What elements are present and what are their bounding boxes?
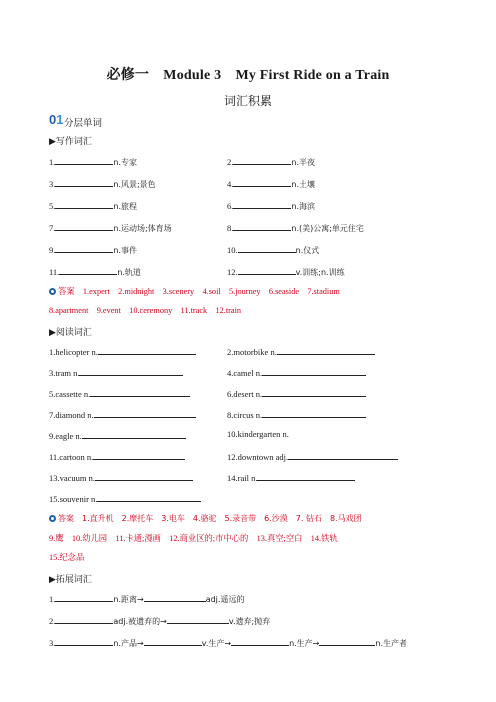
item-definition: n.生产→: [289, 639, 320, 648]
item-definition: n.半夜: [291, 158, 315, 167]
answer-blank[interactable]: [277, 345, 375, 355]
item-definition: n.仪式: [295, 246, 320, 255]
answer-blank[interactable]: [59, 265, 117, 275]
vocab-word: 3.tram n.: [49, 368, 80, 378]
answer-blank[interactable]: [262, 366, 366, 376]
reading-row-6-left: [49, 450, 185, 462]
item-definition: n.生产者: [375, 639, 408, 648]
reading-answer-line-3: 15.纪念品: [49, 553, 85, 562]
reading-row-5-right: [227, 429, 289, 439]
section-number-digit-1: 1: [56, 112, 64, 127]
vocab-word: 6.desert n.: [227, 389, 263, 399]
vocab-word: 10.kindergarten n.: [227, 429, 289, 439]
reading-row-1-left: [49, 345, 196, 357]
writing-row-6-right: [227, 265, 345, 278]
writing-row-3-left: [49, 199, 137, 212]
answer-text: 答案 1.expert 2.midnight 3.scenery 4.soil 5.journey 6.seaside 7.stadium: [58, 287, 340, 296]
writing-row-5-left: [49, 243, 137, 256]
section-number-digit-0: 0: [49, 112, 57, 127]
item-number: 1.: [49, 594, 56, 604]
vocab-word: 5.cassette n.: [49, 389, 91, 399]
reading-row-7-right: [227, 471, 355, 483]
answer-blank[interactable]: [90, 387, 190, 397]
writing-row-1-left: [49, 155, 137, 168]
answer-icon: [49, 515, 56, 522]
extension-line-1: [49, 592, 244, 605]
answer-blank[interactable]: [144, 636, 202, 646]
answer-blank[interactable]: [55, 243, 113, 253]
item-definition: n.距离→: [113, 595, 144, 604]
item-definition: n.海滨: [291, 202, 315, 211]
answer-blank[interactable]: [262, 408, 366, 418]
page-subtitle: 词汇积累: [223, 94, 272, 108]
answer-blank[interactable]: [55, 221, 113, 231]
answer-blank[interactable]: [55, 592, 113, 602]
page-title: 必修一 Module 3 My First Ride on a Train: [106, 68, 390, 83]
item-definition: n.旅程: [113, 202, 137, 211]
reading-row-6-right: [227, 450, 398, 462]
answer-blank[interactable]: [82, 429, 186, 439]
writing-row-2-left: [49, 177, 156, 190]
section-number: [49, 112, 63, 127]
answer-blank[interactable]: [233, 155, 291, 165]
item-number: 2.: [227, 157, 234, 167]
item-number: 10.: [227, 245, 238, 255]
reading-vocab-heading: ▶阅读词汇: [49, 328, 92, 338]
item-definition: v.训练;n.训练: [295, 268, 345, 277]
answer-blank[interactable]: [79, 366, 183, 376]
item-number: 4.: [227, 179, 234, 189]
item-number: 5.: [49, 201, 56, 211]
reading-row-5-left: [49, 429, 186, 441]
writing-row-6-left: [49, 265, 141, 278]
answer-blank[interactable]: [55, 155, 113, 165]
answer-text: 答案 1.直升机 2.摩托车 3.电车 4.骆驼 5.录音带 6.沙漠 7. 钻石 8.马戏团: [58, 514, 362, 523]
reading-row-8-left: [49, 492, 201, 504]
reading-row-4-left: [49, 408, 196, 420]
item-number: 3.: [49, 179, 56, 189]
reading-row-1-right: [227, 345, 375, 357]
item-number: 9.: [49, 245, 56, 255]
answer-blank[interactable]: [98, 345, 196, 355]
item-definition: adj.被遗弃的→: [113, 617, 167, 626]
answer-blank[interactable]: [233, 221, 291, 231]
extension-vocab-heading: ▶拓展词汇: [49, 575, 92, 585]
writing-row-4-right: [227, 221, 364, 234]
item-number: 7.: [49, 223, 56, 233]
item-number: 12.: [227, 267, 238, 277]
answer-blank[interactable]: [93, 450, 185, 460]
vocab-word: 13.vacuum n.: [49, 473, 96, 483]
item-definition: n.事件: [113, 246, 137, 255]
answer-icon: [49, 288, 56, 295]
answer-blank[interactable]: [257, 471, 355, 481]
writing-answer-line-2: 8.apartment 9.event 10.ceremony 11.track 12.train: [49, 306, 242, 315]
reading-row-2-left: [49, 366, 183, 378]
writing-row-2-right: [227, 177, 315, 190]
vocab-word: 11.cartoon n.: [49, 452, 94, 462]
writing-row-1-right: [227, 155, 315, 168]
reading-row-3-right: [227, 387, 366, 399]
item-definition: n.风景;景色: [113, 180, 156, 189]
item-definition: v.遗弃;抛弃: [228, 617, 271, 626]
answer-blank[interactable]: [94, 408, 196, 418]
item-number: 2.: [49, 616, 56, 626]
writing-row-3-right: [227, 199, 315, 212]
writing-row-5-right: [227, 243, 319, 256]
item-definition: n.运动场;体育场: [113, 224, 172, 233]
item-definition: n.(美)公寓;单元住宅: [291, 224, 364, 233]
vocab-word: 14.rail n.: [227, 473, 258, 483]
answer-blank[interactable]: [238, 265, 296, 275]
answer-blank[interactable]: [238, 243, 296, 253]
item-number: 8.: [227, 223, 234, 233]
vocab-word: 12.downtown adj.: [227, 452, 289, 462]
answer-blank[interactable]: [167, 614, 229, 624]
item-definition: v.生产→: [201, 639, 232, 648]
answer-blank[interactable]: [55, 177, 113, 187]
answer-blank[interactable]: [319, 636, 375, 646]
item-number: 11.: [49, 267, 60, 277]
section-title: 分层单词: [64, 118, 103, 129]
vocab-word: 8.circus n.: [227, 410, 263, 420]
writing-vocab-heading: ▶写作词汇: [49, 137, 92, 147]
item-definition: n.专家: [113, 158, 137, 167]
item-definition: adj.遥远的: [205, 595, 245, 604]
reading-answer-line-1: [49, 513, 362, 524]
vocab-word: 4.camel n.: [227, 368, 263, 378]
item-number: 3.: [49, 638, 56, 648]
reading-answer-line-2: 9.鹰 10.幼儿园 11.卡通;漫画 12.商业区的;市中心的 13.真空;空白 14.铁轨: [49, 534, 338, 543]
vocab-word: 7.diamond n.: [49, 410, 94, 420]
item-definition: n.产品→: [113, 639, 144, 648]
answer-blank[interactable]: [55, 199, 113, 209]
item-number: 6.: [227, 201, 234, 211]
answer-blank[interactable]: [97, 492, 201, 502]
answer-blank[interactable]: [95, 471, 193, 481]
vocab-word: 2.motorbike n.: [227, 347, 277, 357]
item-number: 1.: [49, 157, 56, 167]
vocab-word: 15.souvenir n.: [49, 494, 98, 504]
reading-row-4-right: [227, 408, 366, 420]
answer-blank[interactable]: [233, 177, 291, 187]
answer-blank[interactable]: [144, 592, 206, 602]
answer-blank[interactable]: [55, 636, 113, 646]
writing-row-4-left: [49, 221, 172, 234]
answer-blank[interactable]: [55, 614, 113, 624]
reading-row-2-right: [227, 366, 366, 378]
extension-line-2: [49, 614, 270, 627]
reading-row-3-left: [49, 387, 190, 399]
writing-answer-line-1: [49, 285, 340, 297]
item-definition: n.土壤: [291, 180, 315, 189]
reading-row-7-left: [49, 471, 193, 483]
extension-line-3: [49, 636, 407, 649]
item-definition: n.轨道: [117, 268, 141, 277]
answer-blank[interactable]: [262, 387, 366, 397]
answer-blank[interactable]: [288, 450, 398, 460]
answer-blank[interactable]: [231, 636, 289, 646]
vocab-word: 1.helicopter n.: [49, 347, 98, 357]
vocab-word: 9.eagle n.: [49, 431, 82, 441]
answer-blank[interactable]: [233, 199, 291, 209]
